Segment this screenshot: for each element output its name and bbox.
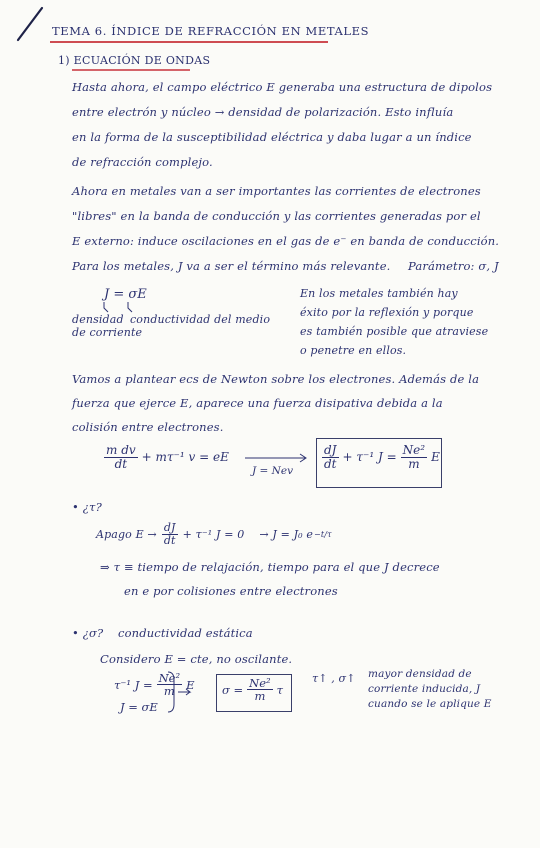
parameter-note: Parámetro: σ, J	[408, 259, 499, 273]
label-density: densidad	[72, 313, 124, 326]
sigma-eq1	[114, 672, 195, 697]
boxed-middle: + τ⁻¹ J =	[342, 450, 397, 465]
fraction-denominator: dt	[114, 456, 128, 471]
paragraph-line: Para los metales, J va a ser el término más relevante.	[72, 259, 391, 273]
ohm-equation: J = σE	[104, 287, 147, 302]
paragraph-line: en la forma de la susceptibilidad eléctrica y daba lugar a un índice	[72, 130, 472, 144]
paragraph-line: colisión entre electrones.	[72, 420, 224, 434]
metals-note-line: es también posible que atraviese	[300, 325, 489, 338]
sigma-remark: corriente inducida, J	[368, 683, 481, 695]
tau-bullet: • ¿τ?	[72, 500, 102, 514]
tau-eq-rest: + τ⁻¹ J = 0	[182, 527, 245, 541]
fraction-numerator: dJ	[163, 521, 176, 534]
metals-note-line: o penetre en ellos.	[300, 344, 407, 357]
fraction-denominator: dt	[163, 533, 176, 547]
paragraph-line: Vamos a plantear ecs de Newton sobre los electrones. Además de la	[72, 372, 480, 386]
sigma-remark: cuando se le aplique E	[368, 698, 492, 710]
result-lhs: σ =	[222, 682, 244, 697]
fraction-numerator: Ne²	[158, 671, 181, 685]
metals-note-line: éxito por la reflexión y porque	[300, 306, 474, 319]
sigma-result	[222, 677, 283, 702]
metals-note-line: En los metales también hay	[300, 287, 458, 300]
fraction-denominator: m	[254, 689, 266, 704]
newton-fraction	[104, 444, 138, 470]
fraction-numerator: dJ	[324, 443, 337, 457]
paragraph-line: "libres" en la banda de conducción y las corrientes generadas por el	[72, 209, 481, 223]
tau-meaning: ⇒ τ ≡ tiempo de relajación, tiempo para el que J decrece	[100, 560, 440, 574]
section-heading: 1) ECUACIÓN DE ONDAS	[58, 54, 211, 67]
boxed-tail: E	[431, 450, 440, 465]
paragraph-line: Ahora en metales van a ser importantes las corrientes de electrones	[72, 184, 481, 198]
tau-exponent: −t/τ	[314, 529, 332, 539]
boxed-fraction	[322, 444, 339, 470]
fraction-numerator: Ne²	[249, 676, 271, 690]
sigma-eq2: J = σE	[120, 700, 158, 714]
sigma-consider: Considero E = cte, no oscilante.	[100, 652, 293, 666]
eq1-lhs: τ⁻¹ J =	[114, 677, 153, 692]
eq1-fraction	[157, 672, 182, 697]
newton-equation	[104, 444, 229, 470]
paragraph-line: E externo: induce oscilaciones en el gas de e⁻ en banda de conducción.	[72, 234, 500, 248]
tau-equation	[96, 522, 332, 546]
result-fraction	[247, 677, 272, 702]
paragraph-line: entre electrón y núcleo → densidad de polarización. Esto influía	[72, 105, 454, 119]
sigma-remark-arrows: τ↑ , σ↑	[312, 672, 356, 685]
tau-meaning: en e por colisiones entre electrones	[124, 584, 338, 598]
paragraph-line: Hasta ahora, el campo eléctrico E generaba una estructura de dipolos	[72, 80, 493, 94]
boxed-equation-content	[322, 444, 440, 470]
tau-solution: → J = J₀ e	[259, 527, 314, 541]
fraction-numerator: m dv	[106, 443, 136, 457]
newton-rest: + mτ⁻¹ v = eE	[141, 450, 229, 465]
result-tail: τ	[276, 682, 284, 697]
label-current: de corriente	[72, 326, 143, 339]
page-title: TEMA 6. ÍNDICE DE REFRACCIÓN EN METALES	[52, 24, 370, 38]
sigma-remark: mayor densidad de	[368, 668, 472, 680]
sigma-bullet: • ¿σ?	[72, 626, 104, 640]
eq1-tail: E	[186, 677, 195, 692]
fraction-numerator: Ne²	[402, 443, 426, 457]
boxed-rhs-fraction	[401, 444, 427, 470]
paragraph-line: fuerza que ejerce E, aparece una fuerza disipativa debida a la	[72, 396, 443, 410]
current-definition: J = Nev	[252, 465, 294, 477]
paragraph-line: de refracción complejo.	[72, 155, 213, 169]
off-label: Apago E →	[96, 527, 157, 541]
fraction-denominator: dt	[324, 456, 337, 471]
fraction-denominator: m	[163, 684, 175, 699]
fraction-denominator: m	[408, 456, 420, 471]
label-conductivity: conductividad del medio	[130, 313, 271, 326]
tau-fraction	[162, 522, 178, 546]
sigma-bullet-label: conductividad estática	[118, 626, 253, 640]
